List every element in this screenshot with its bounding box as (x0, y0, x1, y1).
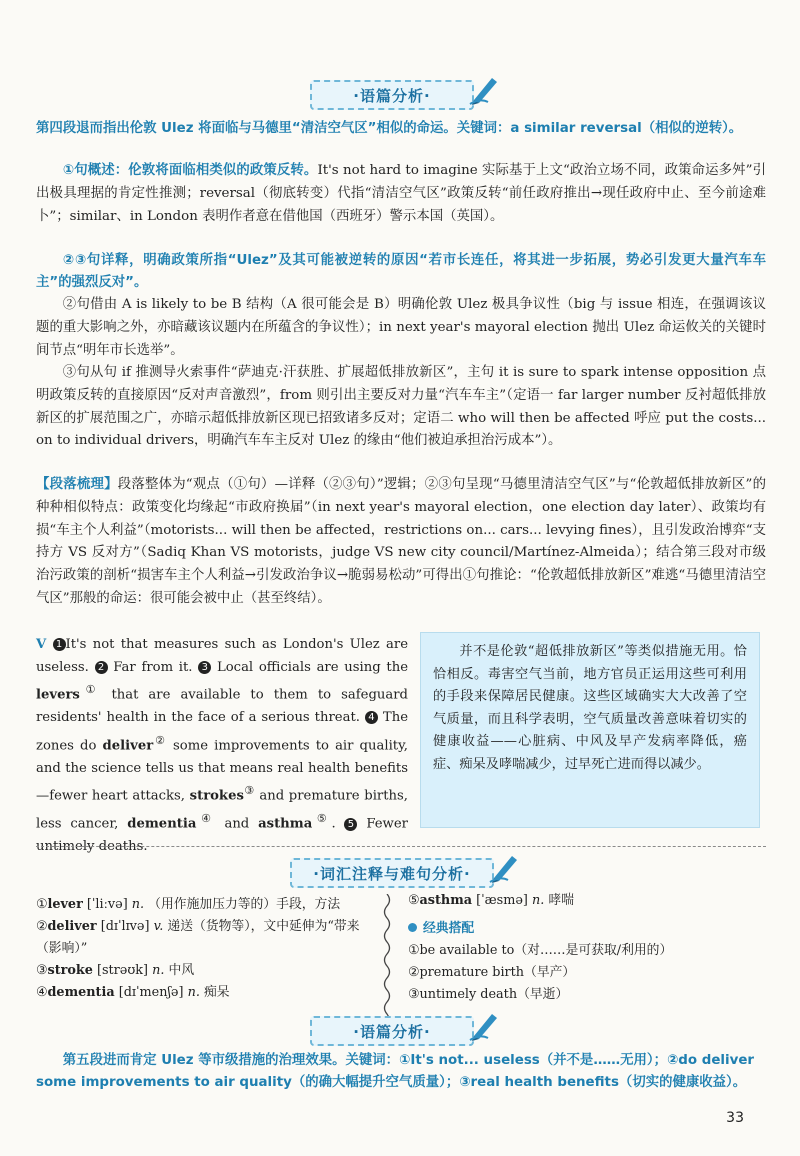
summary-body: 段落整体为“观点（①句）—详释（②③句）”逻辑；②③句呈现“马德里清洁空气区”与“伦敦超低排放新区”的种种相似特点：政策变化均缘起“市政府换届”（in next year's mayoral election，one election day later）、政策均有损“车主个人利益”（motorists... will then be affected，restrictions on... cars... levying fines），且引发政治博弈“支持方 VS 反对方”（Sadiq Khan VS motorists，judge VS new city council/Martínez-Almeida）；结合第三段对市级治污政策的剖析“损害车主个人利益→引发政治争议→脆弱易松动”可得出①句推论：“伦敦超低排放新区”难逃“马德里清洁空气区”那般的命运：很可能会被中止（甚至终结）。 (36, 477, 767, 606)
sentence-3b: that are available to them to safeguard residents' health in the face of a serious threat. (36, 687, 408, 726)
section-banner-discourse-analysis (310, 80, 474, 110)
summary-label: 【段落梳理】 (36, 477, 118, 492)
paragraph-1-lead: ①句概述：伦敦将面临相类似的政策反转。 (62, 163, 318, 178)
word-strokes: strokes (189, 788, 244, 804)
vocab-item: ②deliver [dɪˈlɪvə] v. 递送（货物等），文中延伸为“带来（影响）” (36, 919, 360, 956)
vocab-item: ③stroke [strəʊk] n. 中风 (36, 963, 195, 978)
paragraph-summary (36, 474, 766, 611)
sentence-4c: and premature births, less cancer, (36, 788, 408, 832)
collocation-item: ③untimely death（早逝） (408, 987, 569, 1002)
section-banner-vocabulary (290, 858, 494, 888)
word-asthma: asthma (258, 816, 313, 832)
banner-title: ·词汇注释与难句分析· (313, 864, 471, 883)
sentence-marker-2: 2 (95, 661, 108, 674)
vocab-list-right (408, 890, 768, 1006)
sentence-1: It's not that measures such as London's Ulez are useless. (36, 637, 408, 675)
sentence-4d: and (224, 816, 250, 832)
sentence-4b: some improvements to air quality, and the science tells us that means real health benefits—fewer heart attacks, (36, 738, 408, 804)
translation-text: 并不是伦敦“超低排放新区”等类似措施无用。恰恰相反。毒害空气当前，地方官员正运用这些可利用的手段来保障居民健康。这些区域确实大大改善了空气质量，而且科学表明，空气质量改善意味着切实的健康收益——心脏病、中风及早产发病率降低，癌症、痴呆及哮喘减少，过早死亡进而得以减少。 (433, 644, 747, 772)
sentence-2: Far from it. (113, 659, 193, 675)
paragraph-3: ②句借由 A is likely to be B 结构（A 很可能会是 B）明确伦敦 Ulez 极具争议性（big 与 issue 相连，在强调该议题的重大影响之外，亦暗藏该议题内在所蕴含的争议性）；in next year's mayoral election 抛出 Ulez 命运攸关的关键时间节点“明年市长选举”。 (36, 297, 766, 358)
pen-icon (488, 850, 522, 884)
vocab-item: ④dementia [dɪˈmenʃə] n. 痴呆 (36, 985, 230, 1000)
wavy-divider (382, 894, 392, 1020)
sentence-3a: Local officials are using the (216, 659, 408, 675)
divider (36, 846, 766, 847)
paragraph-4: ③句从句 if 推测导火索事件“萨迪克·汗获胜、扩展超低排放新区”，主句 it is sure to spark intense opposition 点明政策反转的直接原因“反对声音激烈”，from 则引出主要反对力量“汽车车主”（定语一 far larger number 反衬超低排放新区的扩展范围之广，亦暗示超低排放新区现已招致诸多反对；定语二 who will then be affected 呼应 put the costs... on to individual drivers，明确汽车车主反对 Ulez 的缘由“他们被迫承担治污成本”）。 (36, 365, 766, 449)
sentence-marker-1: 1 (53, 638, 66, 651)
collocation-item: ②premature birth（早产） (408, 965, 576, 980)
section-banner-discourse-analysis-2 (310, 1016, 474, 1046)
word-dementia: dementia (127, 816, 197, 832)
banner-title: ·语篇分析· (353, 86, 431, 105)
paragraph-1-body: It's not hard to imagine 实际基于上文“政治立场不同，政策命运多舛”引出极具理据的肯定性推测；reversal（彻底转变）代指“清洁空气区”政策反转“前任政府推出→现任政府中止、至今前途难卜”；similar、in London 表明作者意在借他国（西班牙）警示本国（英国）。 (36, 163, 766, 224)
pen-icon (468, 72, 502, 106)
vocab-list-left (36, 894, 376, 1004)
bullet-icon (408, 923, 417, 932)
section3-heading: 第五段进而肯定 Ulez 等市级措施的治理效果。关键词：①It's not... useless（并不是……无用）；②do deliver some improvements to air quality（的确大幅提升空气质量）；③real health benefits（切实的健康收益）。 (36, 1053, 755, 1090)
paragraph-2-lead: ②③句详释，明确政策所指“Ulez”及其可能被逆转的原因“若市长连任，将其进一步拓展，势必引发更大量汽车车主”的强烈反对”。 (36, 253, 766, 290)
vocab-item: ⑤asthma [ˈæsmə] n. 哮喘 (408, 893, 574, 908)
sentence-marker-5: 5 (344, 818, 357, 831)
paragraph-roman-numeral: V (36, 637, 47, 652)
sentence-marker-4: 4 (365, 711, 378, 724)
sentence-4a: The zones do (36, 710, 408, 754)
paragraph-1 (36, 160, 766, 228)
sentence-5: Fewer untimely deaths. (36, 816, 408, 855)
collocation-title: 经典搭配 (408, 918, 768, 940)
vocab-item: ①lever [ˈliːvə] n. （用作施加压力等的）手段，方法 (36, 897, 341, 912)
page-number: 33 (726, 1110, 744, 1126)
translation-panel (420, 632, 760, 828)
word-levers: levers (36, 687, 80, 703)
collocation-item: ①be available to（对……是可获取/利用的） (408, 943, 673, 958)
banner-title: ·语篇分析· (353, 1022, 431, 1041)
passage-text: V 1 It's not that measures such as London's Ulez are useless. 2 Far from it. 3 Local officials are using the levers① that are available to them to safeguard residents' health in the face of a serious threat. 4 The zones do deliver② some improvements to air quality, and the science tells us that means real health benefits—fewer heart attacks, strokes③ and premature births, less cancer, dementia④ and asthma⑤. 5 Fewer untimely deaths. (36, 637, 408, 855)
sentence-marker-3: 3 (198, 661, 211, 674)
word-deliver: deliver (102, 738, 154, 754)
pen-icon (468, 1008, 502, 1042)
section1-heading: 第四段退而指出伦敦 Ulez 将面临与马德里“清洁空气区”相似的命运。关键词：a similar reversal（相似的逆转）。 (36, 121, 743, 136)
